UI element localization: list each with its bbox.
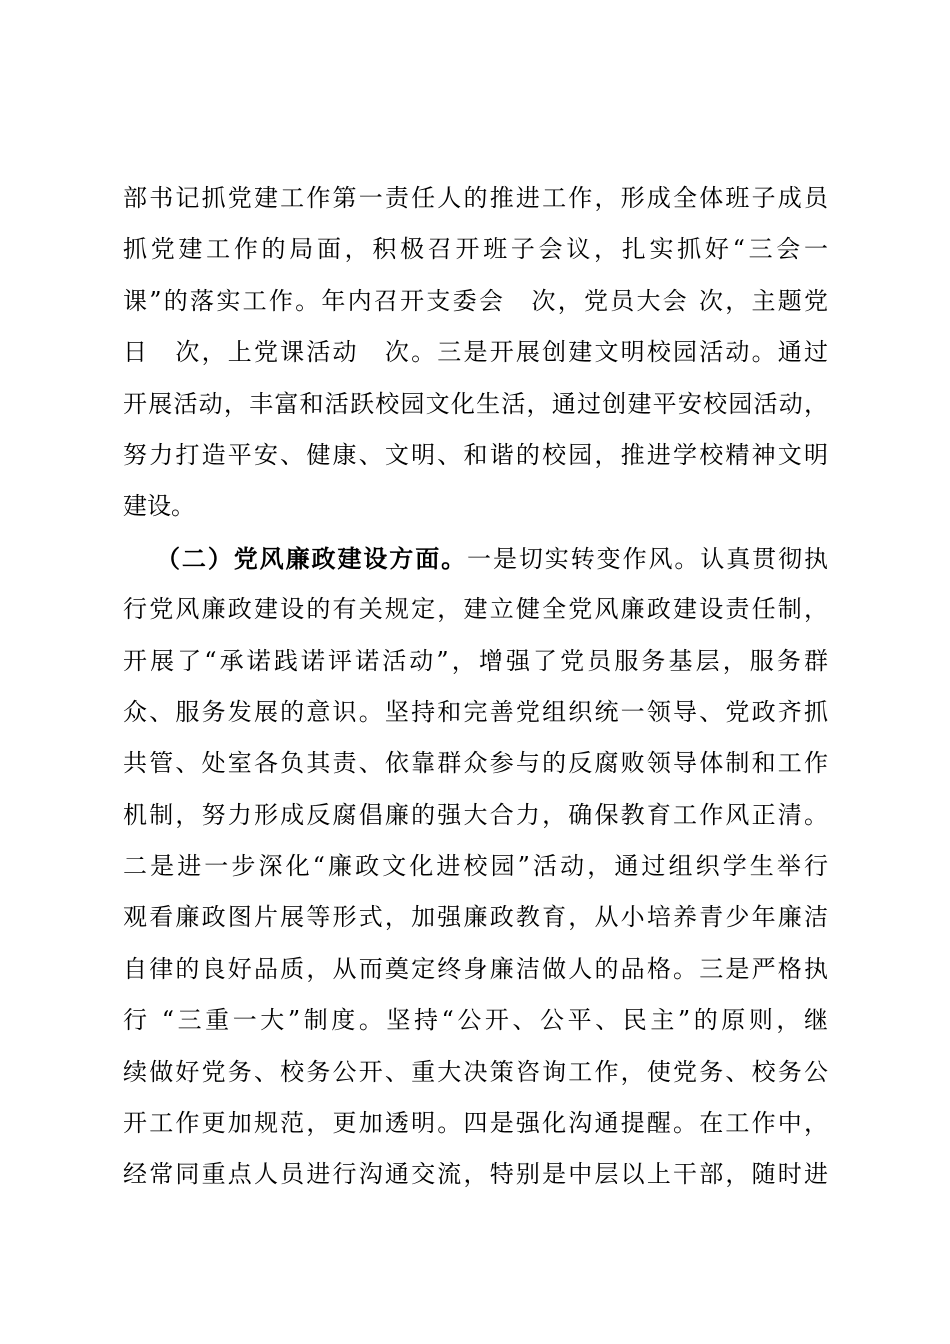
text-line: 观看廉政图片展等形式，加强廉政教育，从小培养青少年廉洁: [123, 903, 828, 932]
heading-line-rest: 一是切实转变作风。认真贯彻执: [467, 544, 829, 573]
text-line: 开展了“承诺践诺评诺活动”，增强了党员服务基层，服务群: [123, 646, 828, 675]
text-line: 续做好党务、校务公开、重大决策咨询工作，使党务、校务公: [123, 1057, 828, 1086]
text-line: 行 “三重一大”制度。坚持“公开、公平、民主”的原则，继: [123, 1006, 828, 1035]
paragraph-clean-government: [123, 533, 828, 1201]
text-line: 众、服务发展的意识。坚持和完善党组织统一领导、党政齐抓: [123, 697, 828, 726]
text-line: 日 次，上党课活动 次。三是开展创建文明校园活动。通过: [123, 338, 828, 367]
section-heading: （二）党风廉政建设方面。: [156, 543, 468, 573]
text-line: 开工作更加规范，更加透明。四是强化沟通提醒。在工作中，: [123, 1109, 828, 1138]
text-line: 开展活动，丰富和活跃校园文化生活，通过创建平安校园活动，: [123, 389, 828, 418]
text-line: 努力打造平安、健康、文明、和谐的校园，推进学校精神文明: [123, 440, 828, 469]
text-line: 部书记抓党建工作第一责任人的推进工作，形成全体班子成员: [123, 184, 828, 212]
body-text: [123, 173, 828, 1201]
paragraph-party-building: [123, 173, 828, 533]
text-line: 自律的良好品质，从而奠定终身廉洁做人的品格。三是严格执: [123, 954, 828, 983]
text-line: 经常同重点人员进行沟通交流，特别是中层以上干部，随时进: [123, 1160, 828, 1189]
text-line: 机制，努力形成反腐倡廉的强大合力，确保教育工作风正清。: [123, 800, 828, 829]
text-line: 行党风廉政建设的有关规定，建立健全党风廉政建设责任制，: [123, 595, 828, 624]
text-line: 建设。: [123, 492, 195, 521]
text-line: 共管、处室各负其责、依靠群众参与的反腐败领导体制和工作: [123, 749, 828, 778]
text-line: [123, 533, 828, 584]
text-line: 课”的落实工作。年内召开支委会 次，党员大会 次，主题党: [123, 286, 828, 315]
text-line: 二是进一步深化“廉政文化进校园”活动，通过组织学生举行: [123, 852, 828, 881]
text-line: 抓党建工作的局面，积极召开班子会议，扎实抓好“三会一: [123, 235, 828, 264]
